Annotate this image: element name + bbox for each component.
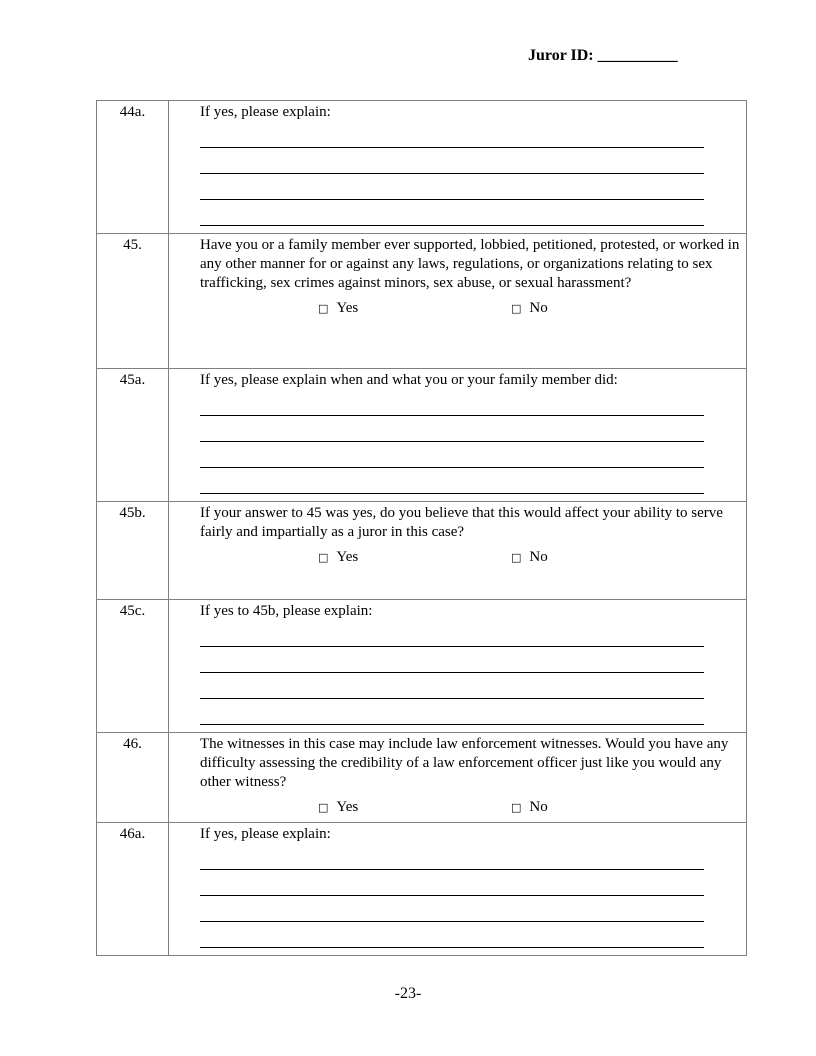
- question-text: If yes, please explain when and what you or your family member did:: [200, 372, 618, 388]
- question-number: 46.: [97, 733, 169, 823]
- answer-line[interactable]: [200, 896, 704, 922]
- checkbox-icon[interactable]: □: [511, 801, 522, 814]
- juror-id-header: Juror ID: __________: [528, 47, 678, 64]
- question-number: 45a.: [97, 369, 169, 502]
- yes-label: Yes: [336, 300, 359, 316]
- question-cell: [169, 823, 747, 956]
- question-cell: [169, 369, 747, 502]
- question-number: 45c.: [97, 600, 169, 733]
- table-row: [97, 502, 747, 600]
- no-option[interactable]: [511, 548, 548, 567]
- answer-line[interactable]: [200, 699, 704, 725]
- question-number: 45b.: [97, 502, 169, 600]
- question-text: If yes, please explain:: [200, 104, 331, 120]
- checkbox-icon[interactable]: □: [318, 801, 329, 814]
- yes-label: Yes: [336, 549, 359, 565]
- table-row: [97, 823, 747, 956]
- answer-line[interactable]: [200, 468, 704, 494]
- question-cell: [169, 502, 747, 600]
- answer-line[interactable]: [200, 647, 704, 673]
- yes-option[interactable]: [318, 299, 358, 318]
- answer-line[interactable]: [200, 174, 704, 200]
- yes-no-options: [200, 542, 742, 572]
- yes-no-options: [200, 293, 742, 323]
- table-row: [97, 101, 747, 234]
- question-cell: [169, 600, 747, 733]
- checkbox-icon[interactable]: □: [318, 551, 329, 564]
- question-cell: [169, 234, 747, 369]
- table-row: [97, 369, 747, 502]
- question-text: If yes, please explain:: [200, 826, 331, 842]
- answer-line[interactable]: [200, 844, 704, 870]
- no-option[interactable]: [511, 798, 548, 817]
- answer-line[interactable]: [200, 416, 704, 442]
- answer-line[interactable]: [200, 200, 704, 226]
- no-label: No: [529, 300, 548, 316]
- questionnaire-table: [96, 100, 747, 956]
- table-row: [97, 600, 747, 733]
- question-number: 44a.: [97, 101, 169, 234]
- question-text: If your answer to 45 was yes, do you believe that this would affect your ability to serve fairly and impartially as a juror in this case?: [200, 505, 723, 540]
- question-cell: [169, 733, 747, 823]
- yes-option[interactable]: [318, 798, 358, 817]
- question-number: 46a.: [97, 823, 169, 956]
- answer-line[interactable]: [200, 673, 704, 699]
- checkbox-icon[interactable]: □: [511, 551, 522, 564]
- checkbox-icon[interactable]: □: [511, 302, 522, 315]
- answer-line[interactable]: [200, 390, 704, 416]
- question-cell: [169, 101, 747, 234]
- answer-line[interactable]: [200, 122, 704, 148]
- no-option[interactable]: [511, 299, 548, 318]
- no-label: No: [529, 799, 548, 815]
- question-text: The witnesses in this case may include law enforcement witnesses. Would you have any difficulty assessing the credibility of a law enforcement officer just like you would any other witness?: [200, 736, 729, 790]
- answer-line[interactable]: [200, 442, 704, 468]
- table-row: [97, 234, 747, 369]
- yes-no-options: [200, 792, 742, 822]
- question-text: Have you or a family member ever supported, lobbied, petitioned, protested, or worked in any other manner for or against any laws, regulations, or organizations relating to sex trafficking, sex crimes against minors, sex abuse, or sexual harassment?: [200, 237, 740, 291]
- no-label: No: [529, 549, 548, 565]
- question-number: 45.: [97, 234, 169, 369]
- answer-line[interactable]: [200, 621, 704, 647]
- yes-option[interactable]: [318, 548, 358, 567]
- page-number: -23-: [394, 985, 422, 1002]
- answer-line[interactable]: [200, 148, 704, 174]
- answer-line[interactable]: [200, 870, 704, 896]
- checkbox-icon[interactable]: □: [318, 302, 329, 315]
- table-row: [97, 733, 747, 823]
- question-text: If yes to 45b, please explain:: [200, 603, 373, 619]
- yes-label: Yes: [336, 799, 359, 815]
- answer-line[interactable]: [200, 922, 704, 948]
